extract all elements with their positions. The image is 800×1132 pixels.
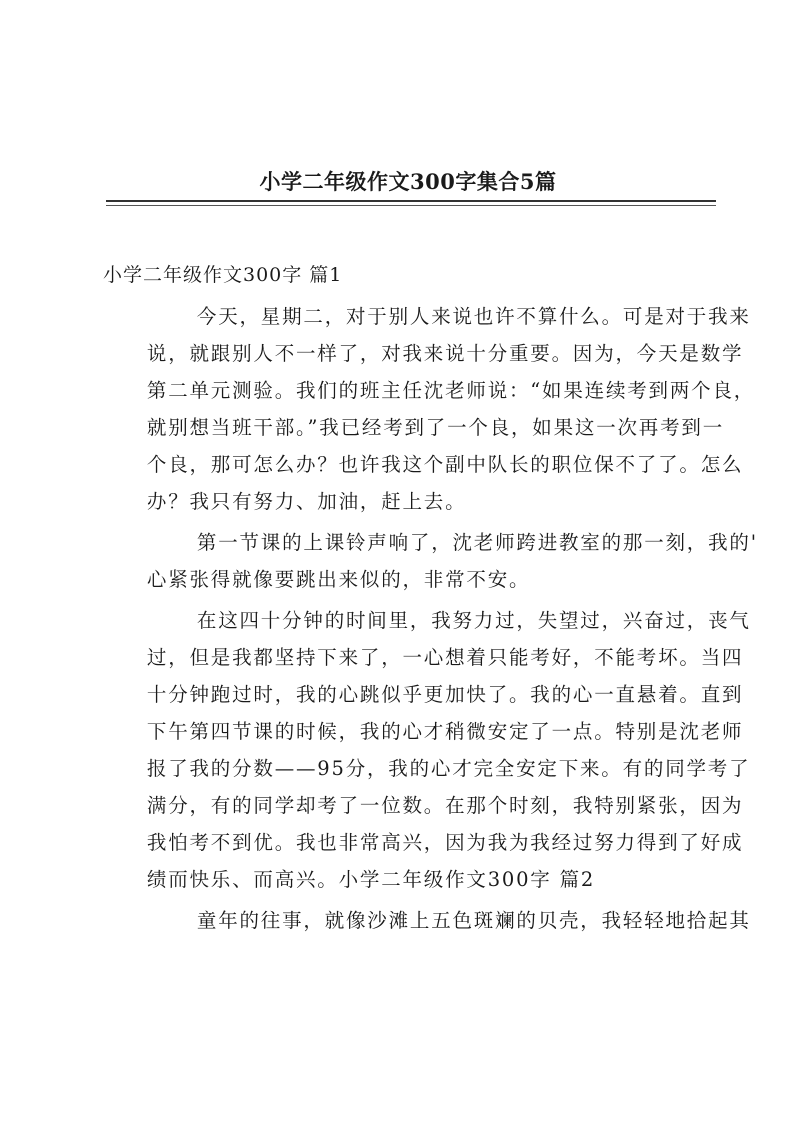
text-line: 童年的往事，就像沙滩上五色斑斓的贝壳，我轻轻地拾起其 bbox=[196, 909, 751, 932]
text-line: 绩而快乐、而高兴。小学二年级作文300字 篇2 bbox=[146, 868, 596, 891]
title-divider-thin bbox=[106, 205, 716, 206]
text-line: 下午第四节课的时候，我的心才稍微安定了一点。特别是沈老师 bbox=[146, 720, 744, 743]
text-line: 十分钟跑过时，我的心跳似乎更加快了。我的心一直悬着。直到 bbox=[146, 683, 744, 706]
text-line: 心紧张得就像要跳出来似的，非常不安。 bbox=[146, 568, 531, 591]
article-body bbox=[104, 298, 758, 943]
section-heading: 小学二年级作文300字 篇1 bbox=[103, 264, 343, 286]
text-line: 报了我的分数——95分，我的心才完全安定下来。有的同学考了 bbox=[146, 757, 751, 780]
document-title: 小学二年级作文300字集合5篇 bbox=[259, 169, 557, 194]
title-divider-thick bbox=[106, 200, 716, 202]
text-line: 第一节课的上课铃声响了，沈老师跨进教室的那一刻，我的' bbox=[196, 531, 758, 554]
paragraph bbox=[104, 298, 756, 520]
text-line: 过，但是我都坚持下来了，一心想着只能考好，不能考坏。当四 bbox=[146, 646, 744, 669]
paragraph bbox=[104, 902, 751, 939]
text-line: 说，就跟别人不一样了，对我来说十分重要。因为，今天是数学 bbox=[146, 342, 744, 365]
text-line: 办？我只有努力、加油，赶上去。 bbox=[146, 490, 467, 513]
paragraph bbox=[104, 602, 751, 898]
text-line: 在这四十分钟的时间里，我努力过，失望过，兴奋过，丧气 bbox=[196, 609, 751, 632]
text-line: 满分，有的同学却考了一位数。在那个时刻，我特别紧张，因为 bbox=[146, 794, 744, 817]
text-line: 今天，星期二，对于别人来说也许不算什么。可是对于我来 bbox=[196, 305, 751, 328]
text-line: 就别想当班干部。”我已经考到了一个良，如果这一次再考到一 bbox=[146, 416, 725, 439]
text-line: 个良，那可怎么办？也许我这个副中队长的职位保不了了。怎么 bbox=[146, 453, 744, 476]
paragraph bbox=[104, 524, 758, 598]
text-line: 我怕考不到优。我也非常高兴，因为我为我经过努力得到了好成 bbox=[146, 831, 744, 854]
text-line: 第二单元测验。我们的班主任沈老师说：“如果连续考到两个良， bbox=[146, 379, 756, 402]
